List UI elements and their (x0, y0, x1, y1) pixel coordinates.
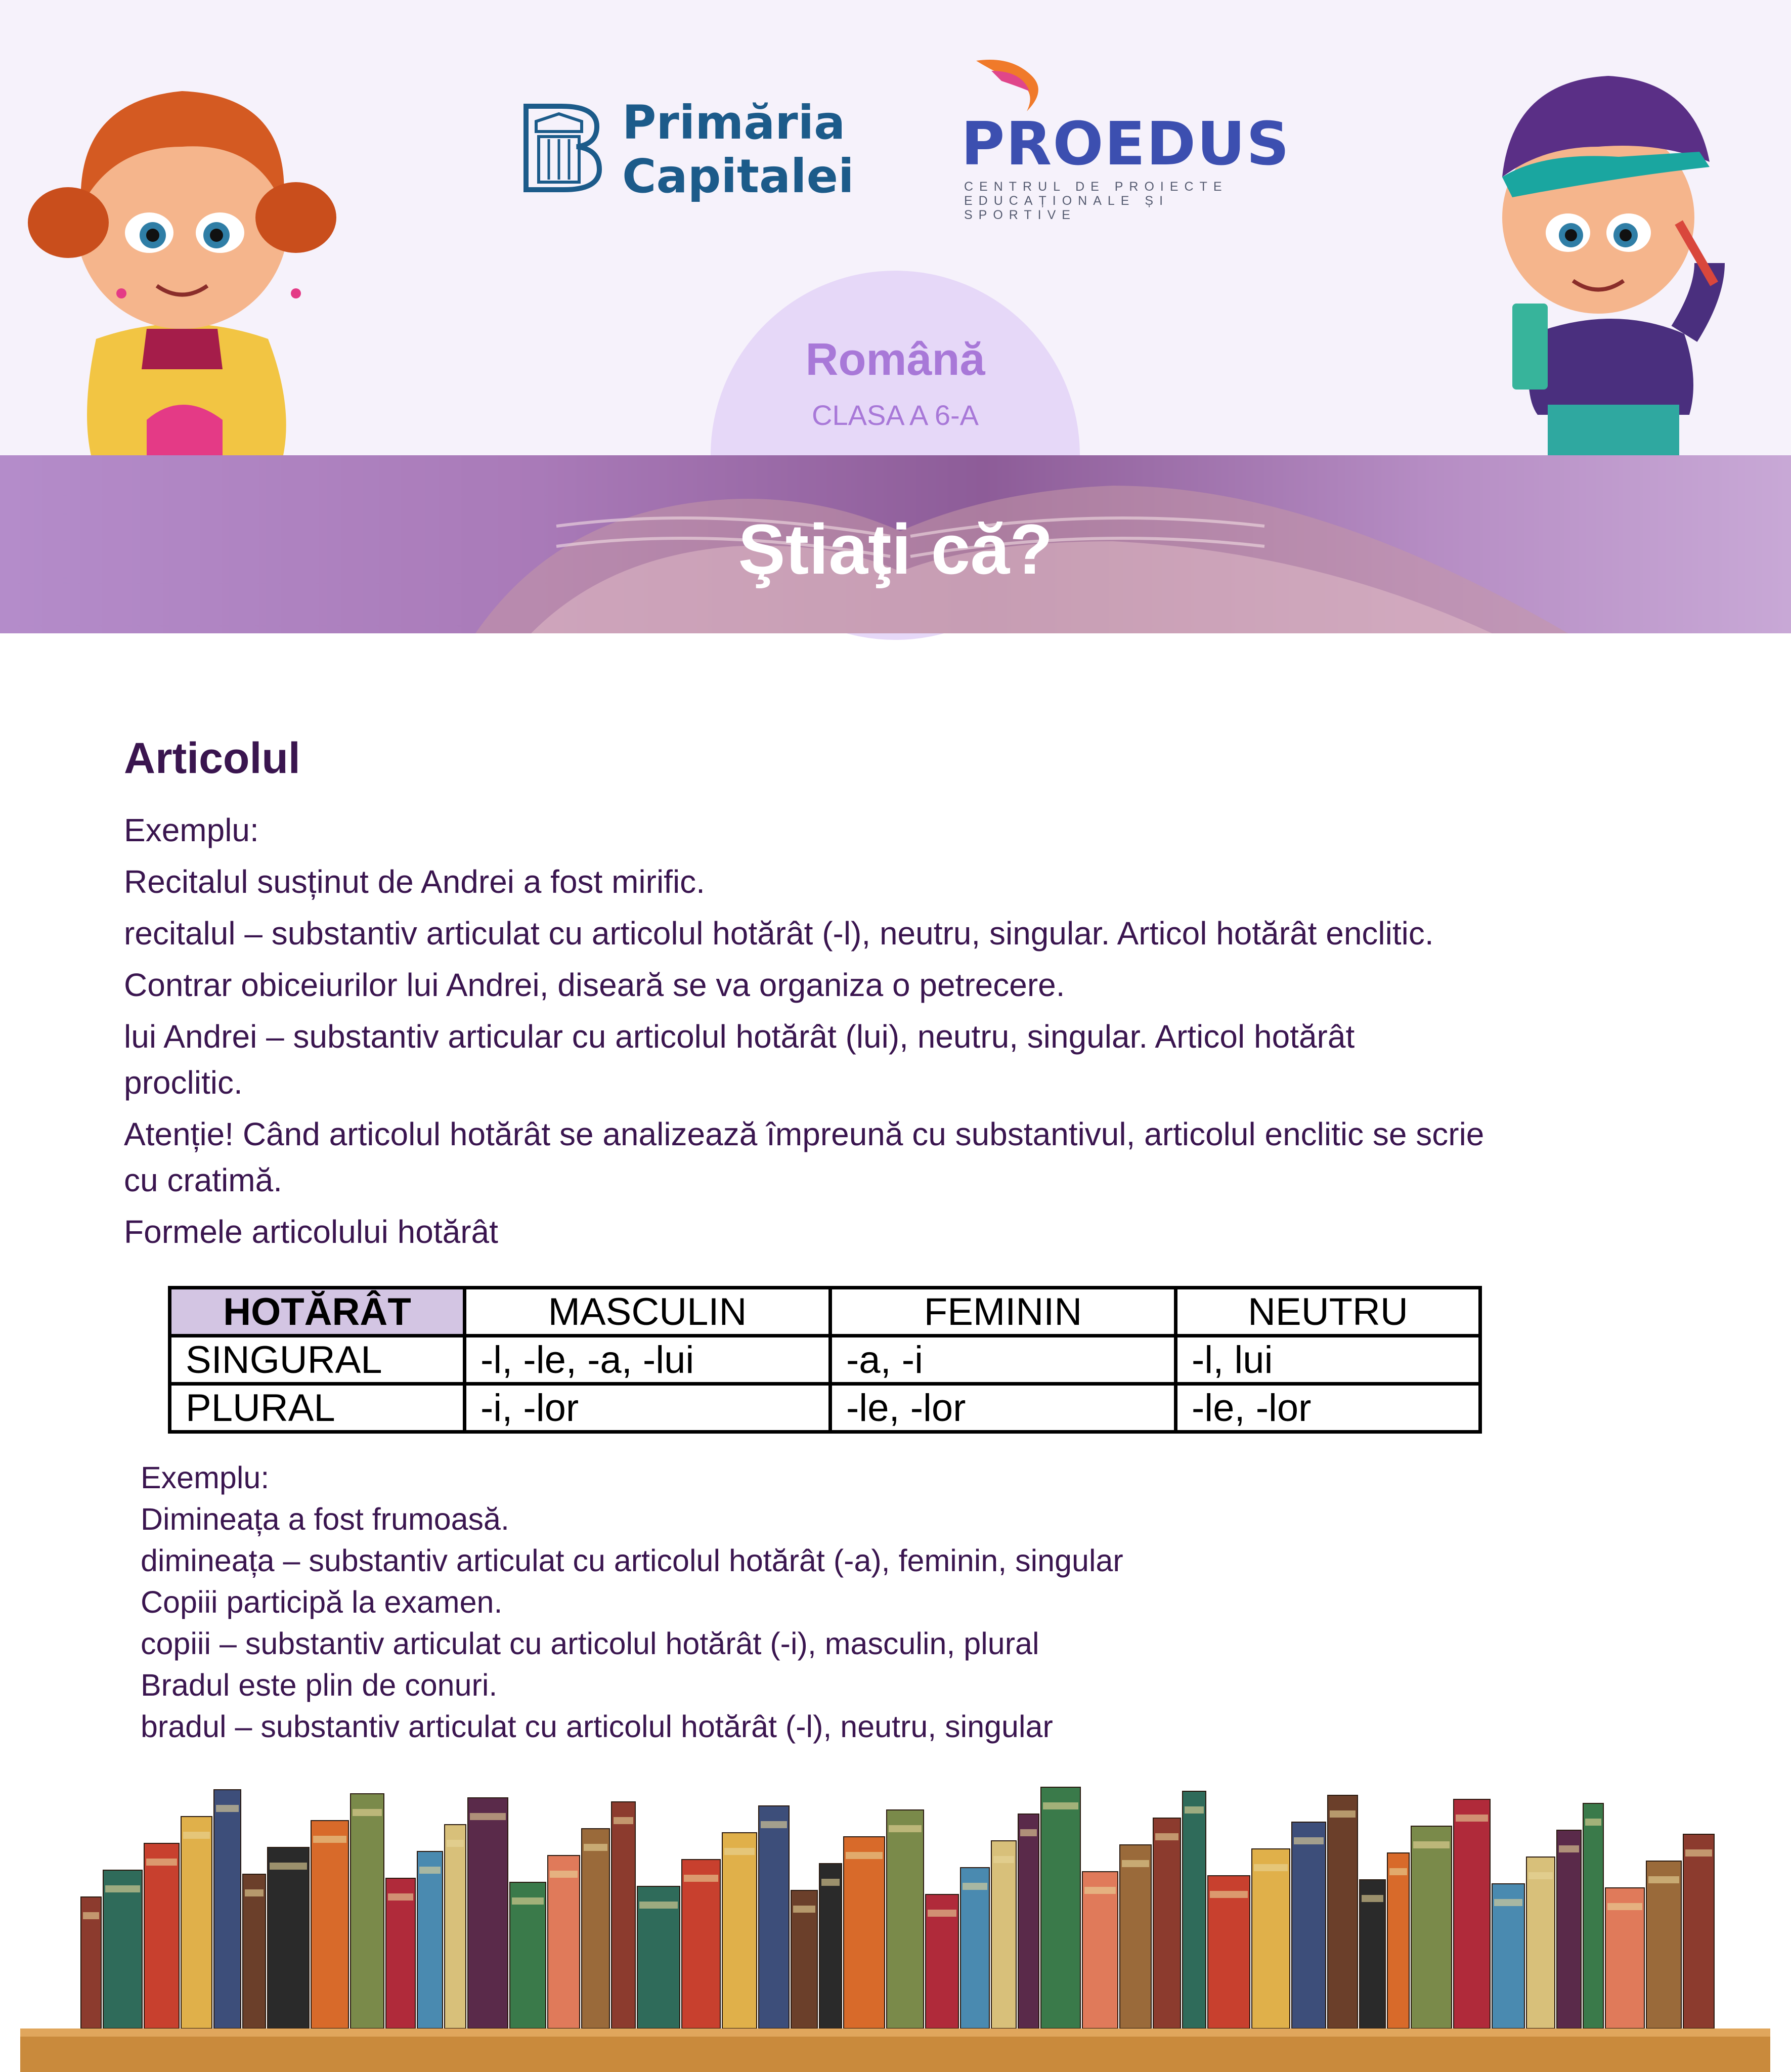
book-spine-band (105, 1885, 140, 1892)
proedus-flame-icon (971, 56, 1057, 116)
book-spine-band (584, 1844, 607, 1851)
book-spine-band (83, 1912, 99, 1919)
book-spine (548, 1855, 580, 2028)
book-spine-band (1185, 1806, 1204, 1814)
title-banner (0, 455, 1791, 633)
book-spine (1292, 1822, 1326, 2028)
proedus-logo (961, 56, 1291, 222)
book-spine-band (1585, 1819, 1601, 1826)
page-header (0, 0, 1791, 455)
book-spine (1328, 1795, 1358, 2028)
book-spine-band (1648, 1876, 1679, 1883)
table-cell: -i, -lor (465, 1384, 831, 1432)
paragraph-line: cu cratimă. (124, 1162, 282, 1198)
book-spine-band (639, 1902, 678, 1909)
paragraph-line: recitalul – substantiv articulat cu articolul hotărât (-l), neutru, singular. Articol hotărât enclitic. (124, 915, 1434, 952)
book-spine (991, 1841, 1016, 2028)
book-spine (214, 1790, 241, 2028)
table-cell: -l, -le, -a, -lui (465, 1336, 831, 1384)
book-spine-band (1020, 1829, 1037, 1836)
book-spine (1041, 1787, 1080, 2028)
example-line: dimineața – substantiv articulat cu articolul hotărât (-a), feminin, singular (141, 1543, 1123, 1578)
book-spine (1120, 1845, 1151, 2028)
book-spine-band (614, 1817, 633, 1824)
book-spine (386, 1878, 415, 2028)
book-spine-band (1362, 1895, 1383, 1902)
example-line: Bradul este plin de conuri. (141, 1668, 498, 1702)
book-spine-band (447, 1840, 464, 1847)
book-spine (311, 1821, 348, 2028)
book-spine (1153, 1818, 1181, 2028)
book-spine (468, 1798, 508, 2028)
book-spine (759, 1806, 789, 2028)
table-cell: PLURAL (170, 1384, 465, 1432)
book-spine (844, 1837, 885, 2028)
book-spine-band (313, 1836, 346, 1843)
book-spine (1082, 1872, 1118, 2028)
article-forms-table (168, 1286, 1482, 1434)
book-spine-band (388, 1893, 413, 1901)
table-header-cell: FEMININ (831, 1288, 1176, 1336)
book-spine-band (1122, 1860, 1149, 1867)
book-spine-band (889, 1825, 922, 1832)
book-spine-band (183, 1832, 210, 1839)
book-spine-band (1155, 1833, 1178, 1840)
book-spine (819, 1864, 842, 2028)
book-spine-band (1084, 1887, 1116, 1894)
book-spine (960, 1868, 989, 2028)
book-spine (103, 1870, 142, 2028)
book-spine-band (1685, 1849, 1712, 1857)
logo-line-2: Capitalei (622, 149, 854, 203)
book-spine (445, 1825, 466, 2028)
book-spine (417, 1851, 443, 2028)
proedus-subtitle-line-1: CENTRUL DE PROIECTE (964, 180, 1228, 194)
table-header-row (170, 1288, 1480, 1336)
example-line: Dimineața a fost frumoasă. (141, 1502, 509, 1536)
book-spine-band (963, 1883, 987, 1890)
book-spine-band (1494, 1899, 1522, 1906)
book-spine (1583, 1803, 1603, 2028)
example-line: copiii – substantiv articulat cu articolul hotărât (-i), masculin, plural (141, 1626, 1039, 1661)
table-row (170, 1384, 1480, 1432)
primaria-logo-icon (521, 101, 602, 192)
bookshelf-image (0, 1776, 1791, 2072)
table-row (170, 1336, 1480, 1384)
book-spine (722, 1833, 757, 2028)
table-cell: -a, -i (831, 1336, 1176, 1384)
book-spine-band (1294, 1837, 1324, 1844)
book-spine-band (419, 1867, 441, 1874)
book-spine (144, 1843, 179, 2028)
book-spine-band (1528, 1872, 1553, 1879)
book-spine-band (550, 1871, 578, 1878)
example-line: Exemplu: (141, 1460, 270, 1495)
book-spine-band (1413, 1841, 1450, 1848)
book-spine-band (1330, 1810, 1356, 1818)
table-cell: -le, -lor (831, 1384, 1176, 1432)
book-spine-band (245, 1889, 264, 1896)
book-spine (1683, 1834, 1714, 2028)
book-spine (1183, 1791, 1206, 2028)
book-spine-band (353, 1809, 382, 1816)
book-spine-band (724, 1848, 755, 1855)
book-spine-band (146, 1859, 177, 1866)
book-spine-band (793, 1906, 815, 1913)
girl-illustration (20, 56, 344, 455)
book-spine-band (470, 1813, 506, 1820)
book-spine (1557, 1830, 1581, 2028)
book-spine-band (1210, 1891, 1248, 1898)
book-spine (1454, 1799, 1490, 2028)
book-spine-band (1456, 1815, 1488, 1822)
proedus-subtitle (964, 180, 1264, 222)
book-spine (611, 1802, 635, 2028)
example-line: bradul – substantiv articulat cu articolul hotărât (-l), neutru, singular (141, 1709, 1053, 1744)
book-spine (268, 1847, 309, 2028)
book-spine-band (993, 1856, 1014, 1863)
book-spine-band (821, 1879, 840, 1886)
book-spine-band (761, 1821, 787, 1828)
table-header-cell: MASCULIN (465, 1288, 831, 1336)
class-label: CLASA A 6-A (812, 399, 979, 431)
example-line: Copiii participă la examen. (141, 1585, 503, 1619)
book-spine-band (1043, 1802, 1078, 1809)
paragraph-line: lui Andrei – substantiv articular cu articolul hotărât (lui), neutru, singular. Articol hotărât (124, 1018, 1355, 1055)
table-header-cell: NEUTRU (1176, 1288, 1480, 1336)
book-spine (1360, 1880, 1385, 2028)
paragraph-line: proclitic. (124, 1064, 243, 1101)
book-spine-band (928, 1910, 956, 1917)
book-spine (181, 1817, 212, 2028)
book-spine (243, 1874, 266, 2028)
table-cell: SINGURAL (170, 1336, 465, 1384)
book-spine-band (1607, 1903, 1642, 1910)
book-spine (682, 1860, 720, 2028)
paragraph-line: Atenție! Când articolul hotărât se analizează împreună cu substantivul, articolul enclitic se scrie (124, 1116, 1484, 1152)
paragraph-line: Formele articolului hotărât (124, 1214, 498, 1250)
table-cell: -l, lui (1176, 1336, 1480, 1384)
book-spine-band (1254, 1864, 1288, 1871)
book-spine (1526, 1857, 1555, 2028)
book-spine (351, 1794, 384, 2028)
logo-line-1: Primăria (622, 96, 846, 150)
book-spine (1252, 1849, 1290, 2028)
banner-title: Ştiaţi că? (738, 509, 1053, 589)
book-spine-band (512, 1897, 544, 1905)
book-spine-band (270, 1863, 307, 1870)
table-cell: -le, -lor (1176, 1384, 1480, 1432)
subject-title: Română (805, 334, 985, 385)
paragraph-line: Exemplu: (124, 812, 259, 848)
table-header-cell: HOTĂRÂT (170, 1288, 465, 1336)
primaria-capitalei-logo (521, 96, 854, 207)
book-spine-band (684, 1875, 718, 1882)
book-spine-band (1389, 1868, 1407, 1875)
book-spine (1646, 1861, 1681, 2028)
proedus-subtitle-line-2: EDUCAȚIONALE ȘI SPORTIVE (964, 194, 1169, 222)
boy-illustration (1467, 51, 1750, 455)
book-spine (582, 1829, 609, 2028)
paragraph-line: Contrar obiceiurilor lui Andrei, diseară se va organiza o petrecere. (124, 967, 1065, 1003)
book-spine-band (1559, 1845, 1579, 1852)
book-spine (1387, 1853, 1409, 2028)
book-spine (887, 1810, 924, 2028)
paragraph-line: Recitalul susținut de Andrei a fost mirific. (124, 864, 705, 900)
proedus-wordmark: PROEDUS (961, 109, 1291, 179)
book-spine (1411, 1826, 1452, 2028)
book-spine (1018, 1814, 1039, 2028)
book-spine-band (846, 1852, 883, 1859)
book-spine (1208, 1876, 1250, 2028)
section-heading: Articolul (124, 734, 300, 783)
book-spine-band (216, 1805, 239, 1812)
